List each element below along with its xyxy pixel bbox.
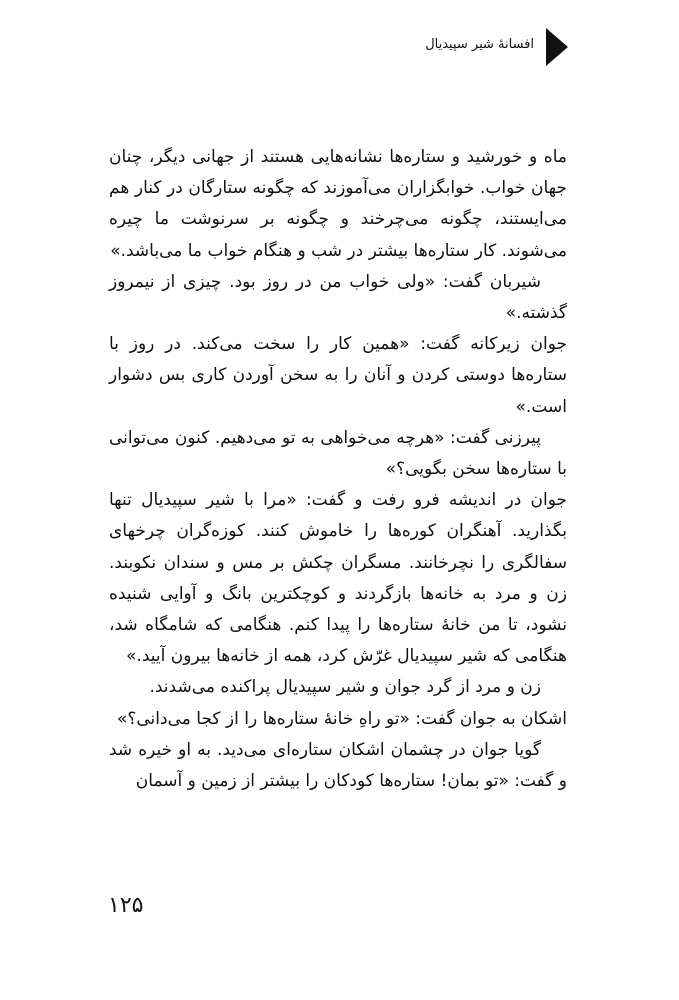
paragraph: پیرزنی گفت: «هرچه می‌خواهی به تو می‌دهیم. کنون می‌توانی با ستاره‌ها سخن بگویی؟» xyxy=(109,427,567,480)
paragraph: گویا جوان در چشمان اشکان ستاره‌ای می‌دید. به او خیره شد و گفت: «تو بمان! ستاره‌ها کودکان را بیشتر از زمین و آسمان xyxy=(109,739,567,792)
running-header-title: افسانهٔ شیر سپیدیال xyxy=(425,37,534,52)
paragraph: جوان زیرکانه گفت: «همین کار را سخت می‌کند. در روز با ستاره‌ها دوستی کردن و آنان را به سخن آوردن کاری بس دشوار است.» xyxy=(109,334,567,417)
paragraph: جوان در اندیشه فرو رفت و گفت: «مرا با شیر سپیدیال تنها بگذارید. آهنگران کوره‌ها را خاموش کنند. کوزه‌گران چرخهای سفالگری را نچرخانند. مسگران چکش بر مس و سندان نکوبند. زن و مرد به خانه‌ها بازگردند و کوچکترین بانگ و آوایی شنیده نشود، تا من خانهٔ ستاره‌ها را پیدا کنم. هنگامی که شامگاه شد، هنگامی که شیر سپیدیال غرّش کرد، همه از خانه‌ها بیرون آیید.» xyxy=(109,490,567,667)
paragraph: شیربان گفت: «ولی خواب من در روز بود. چیزی از نیمروز گذشته.» xyxy=(109,271,567,324)
running-header xyxy=(108,28,568,68)
triangle-arrow-icon xyxy=(546,28,568,66)
paragraph: اشکان به جوان گفت: «تو راهِ خانهٔ ستاره‌ها را از کجا می‌دانی؟» xyxy=(116,708,567,729)
page-body xyxy=(109,142,567,797)
paragraph: ماه و خورشید و ستاره‌ها نشانه‌هایی هستند از جهانی دیگر، چنان جهان خواب. خوابگزاران می‌آموزند که چگونه ستارگان در کنار هم می‌ایستند، چگونه می‌چرخند و چگونه بر سرنوشت ما چیره می‌شوند. کار ستاره‌ها بیشتر در شب و هنگام خواب ما می‌باشد.» xyxy=(109,147,567,261)
page-number: ۱۲۵ xyxy=(108,893,144,918)
paragraph: زن و مرد از گرد جوان و شیر سپیدیال پراکنده می‌شدند. xyxy=(149,677,541,698)
